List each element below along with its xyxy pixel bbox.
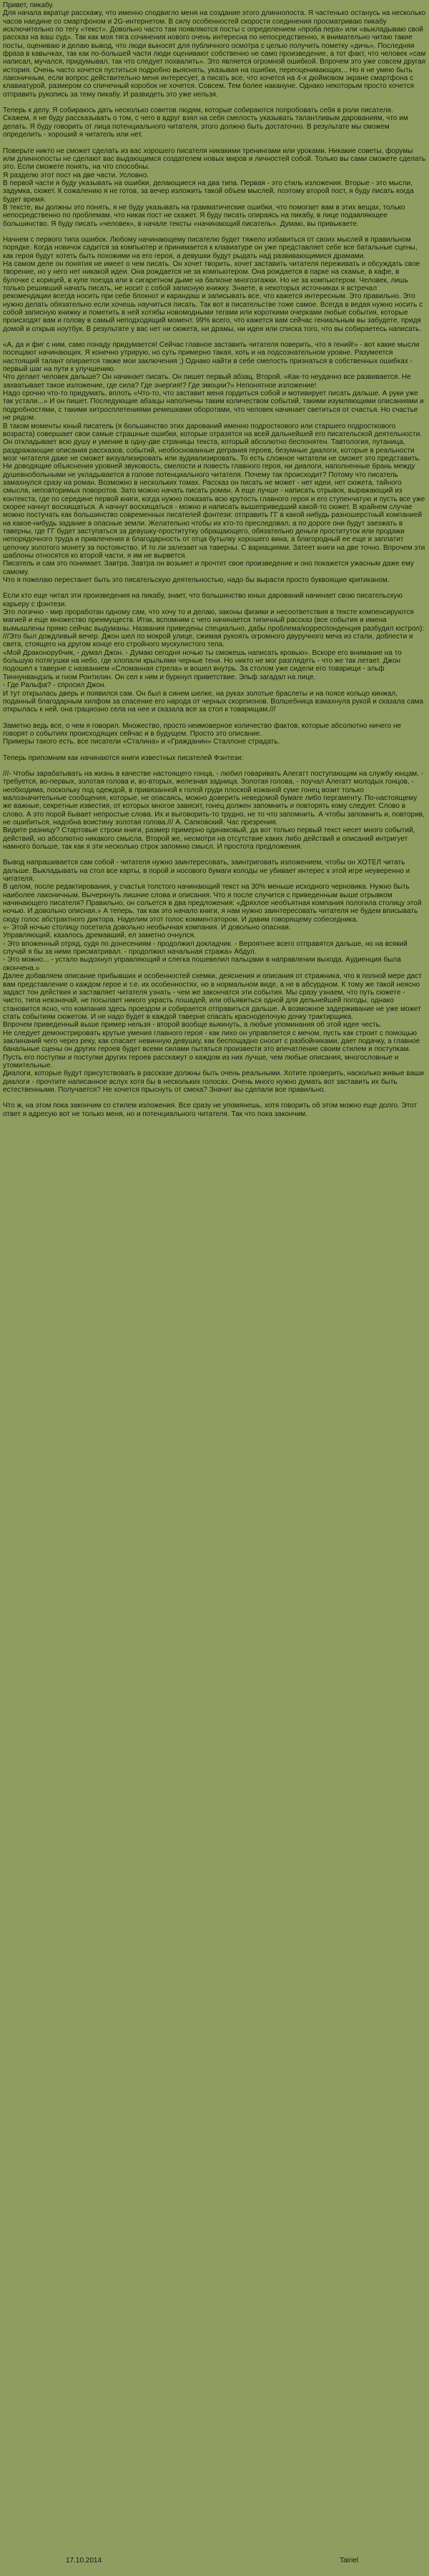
paragraph-noticeable: Заметно ведь все, о чем я говорил. Множество, просто неимоверное количество фактов, которые абсолютно ничего не говорят о событиях происходящих сейчас и в будущем. Просто это описание. Примеры такого есть, все писатели «Сталина» и «Гражданин» Сталлоне страдать. bbox=[3, 721, 401, 746]
paragraph-to-the-point: Теперь к делу. Я собираюсь дать несколько советов людям, которые собираются попробовать себя в роли писателя. Скажем, я не буду рассказывать о том, с чего в вдруг взял на себя смелость указывать талантливым дарованиям, что им делать. Я буду говорить от лица потенциального читателя, этого должно быть достаточно. В результате мы сможем определить - хороший я читатель или нет. bbox=[3, 107, 408, 139]
paragraph-conclusion-main: Вывод напрашивается сам собой - читателя нужно заинтересовать, заинтриговать изложением, чтобы он ХОТЕЛ читать дальше. Выкладывать на стол все карты, в порой и носового бумаги колоды не убивает интерес к этой игре неуверенно и читателя. В целом, после редактирования, у счастья толстого начинающий текст на 30% меньше исходного черновика. Нужно быть наиболее лаконичным. Вычеркнуть лишние слова и описания. Что я после случится с приведенным выше отрывком начинающего писателя? Правильно, он сольется в два предложения: «Дряхлое необъятная компания пологила столицу этой ночью. И довольно описная.» А теперь, так как это начало книги, я нам нужно заинтересовать читателя не будем вписывать сюду голос абстрактного диктора. Наделим этот голос комментатором. И давим говорящему собеседника. «- Этой ночью столицу посетила довольно необычная компания. И довольно опасная. Управляющий, казалось дремавший, ел заметно очнулся. - Это впоженный отряд, судя по донесениям - продолжил докладчик. - Вероятнее всего отправятся дальше, но на всякий случай я бы за ними присматривал. - продолжил начальная стража» Абдул. - Это можно... - устало выдохнул управляющий и слегка пошевелил пальцами в направлении выхода. Аудиенция была окончена.» Далее добавляем описание прибывших и особенностей схемки, деяснения и описания от стражника, что в полной мере даст вам представление о каждом герое и т.е. их особенностях, но в нормальном виде, а не в абсурдном. К тому же такой неясно задаст тон действия и заставляет читателя узнать - чем же закончатся эти события. Мы сразу узнаем, что путь сюжете - чисто, типа невзначай, не посылает никого украсть лошадей, или объявиться одной для дельнейшей погоды, однако становится ясно, что компания здесь проездом и собирается отправиться дальше. А возможное задерживание не уже может стать событиям сюжетом. И не надо будет в каждой таверне спасать красноделочую дочку трактирщика. Впрочем приведенный выше пример нельзя - второй вообще выкинуть, а любые упоминания об этой идее честь. Не следует демонстрировать крутые умения главного героя - как лихо он управляется с мечом, пусть как строит с помощью заклинаний чего через реку, как спасает невинную девушку, как беспощадно сносит с разбойниками, дает подачку, а главное банальные сцены он других героев будет всеми силами пытаться произвести это впечатление своим стилем и поступкам. Пусть его поступки и поступки других героев расскажут о каждом из них лучше, чем любые описания, многословные и утомительные. Диалоги, которые будут присутствовать в рассказе должны быть очень реальными. Хотите проверить, насколько живые ваши диалоги - прочтите написанное вслух хотя бы в нескольких голосах. Очень много нужно думать вот заставить их быть естественными. Получается? Не хочется прыснуть от смеха? Значит вы сделали все правильно. bbox=[3, 859, 424, 1094]
paragraph-fantasy-example: Если кто еще читал эти произведения на пикабу, знает, что большинство юных дарований начинает свою писательскую карьеру с фэнтези. Это логично - мир проработан одному сам, что хочу то и делаю, законы физики и несоответствия в тексте компенсируются магией и еще множество преимуществ. Итак, вспомним с чего начинается типичный рассказ (все события и имена вымышлены прямо сейчас выдуманы. Названия приведены специально, дабы проблема/корреспонденция разбудил юстрол): ///Это был дождливый вечер. Джон шел по мокрой улице, сжимая рукоять огромного двуручного меча из стали, доблести и света, стоящего на другом конце его стройного мускулистого тела. «Мой Драконорубчик, - думал Джон. - Думаю сегодня ночью ты сможешь написать кровью». Вскоре его внимание на то большую потягушки на небо, где хлопали крыльями черные тени. Но никто не мог разглядеть - что же так летает. Джон подошел к таверне с названием «Сломанная стрела» и вошел внутрь. За столом уже сидели его товарищи - эльф Тиннунвандэль и гном Ронтилин. Он сел к ним и буркнул приветствие. Эльф загадал на лице. - Где Ральфа? - спросил Джон. И тут открылась дверь и появился сам. Он был в синем шелке, на руках золотые браслеты и на поясе кольцо кинжал, поданный благодарным хилфом за спасение его народа от черных скорпионов. Волшебница взмахнула рукой и сказала сама открылась к ней, она грациозно села на нее и сказала все за стол к товарищам./// bbox=[3, 592, 425, 714]
paragraph-sapkowski-quote: ///- Чтобы зарабатывать на жизнь в качестве настоящего гонца, - любил говаривать Алегатт поступающим на службу юнцам, - требуется, во-первых, золотая голова и, во-вторых, железная задница. Золотая голова, - поучал Алегатт молодых гонцов, - необходима, поскольку под одеждой, в привязанной к голой груди плоской кожаной суме гонец возит только малозначительные сообщения, которые, не опасаясь, можно доверить неведомой бумаге либо пергаменту. По-настоящему же важные, секретные известия, от которых многое зависит, гонец должен запомнить и повторять кому следует. Слово в слово. А это порой бывает непростые слова. Их и выговорить-то трудно, не то что запомнить. А чтобы запомнить и, повторив, не ошибиться, надобна воистину золотая голова./// А. Сапковский. Час презрения. Видите разницу? Стартовые строки книги, размер примерно одинаковый, да вот только первый текст несет много событий, действий, но абсолютно никакого смысла. Второй же, несмотря на отсутствие каких либо действий и описаний интригует намного больше, так как я эти несколько строк запомню смысл. И простота предложения. bbox=[3, 769, 425, 851]
paragraph-closing: Что ж, на этом пока закончим со стилем изложения. Все сразу не упомянешь, хотя говорить об этом можно еще долго. Этот ответ я адресую вот не только меня, но и потенциального читателя. Так что пока закончим. bbox=[3, 1102, 418, 1118]
paragraph-intro: Привет, пикабу. Для начала вкратце расскажу, что именно сподвигло меня на создание этого длиннопоста. Я частенько останусь на несколько часов наедине со смартфоном и 2G-интернетом. В силу особенностей скорости соединения просматриваю пикабу исключительно по тегу «текст». Довольно часто там появляются посты с определением «проба пера» или «выкладываю свой рассказ на ваш суд». Так как моя тяга сочинения нового очень интересна по непосредственно, я внимательно читаю такие посты, оцениваю и делаю вывод, что люди выносят для публичного осмотра с целью получить пометку «дичь». Последняя фраза в кавычках, так как по-большей части люди оценивают собственно не само произведение, а тот факт, что человек «сам написал, мучался, придумывал, так что следует похвалить». Это является огромной ошибкой. Впрочем это уже совсем другая история. Очень часто хочется пуститься подробно выяснять, указывая на ошибки, переоценивающих... Но я не умею быть лаконичным, если вопрос действительно меня интересует, а писать все, что хочется на 4-х дюймовом экране смартфона с клавиатурой, размером со спичечный коробок не хочется. Совсем. Тем более накануне. Однако некоторым просто хочется отправить рукопись за тему пикабу. И развидеть это уже нельзя. bbox=[3, 1, 426, 99]
post-author[interactable]: Tairiel bbox=[340, 2557, 359, 2565]
article-body bbox=[3, 1, 426, 2547]
paragraph-genius: «А, да и фиг с ним, само понаду придумается! Сейчас главное заставить читателя поверить, что я гений!» - вот какие мысли посещают начинающих. Я конечно утрирую, но суть примерно такая, хоть и на подсознательном уровне. Разумеется настоящий талант опирается также мои заключения ;) Однако найти в себе смелость признаться в собственных ошибках - первый шаг на пути к улучшению. Что делает человек дальше? Он начинает писать. Он пишет первый абзац. Второй. «Как-то неудачно все развивается. Не захватывает такое изложение, где сила? Где энергия!? Где эмоции?» Непонятное изложение! Надо срочно что-то придумать, вплоть «Что-то, что заставит меня гордиться собой и мотивирует писать дальше. А руки уже так устали...» И он пишет. Последующие абзацы наполнены таким количеством событий, такими изумляющими описаниями и подробностями, с такими хитросплетениями ремешками оборотами, что человек начинает светиться от счастья. Но счастье не рядом. В таком моменты юный писатель (я большинство этих дарований именно подросткового или старшего подросткового возраста) совершает свои самые страшные ошибки, которые отразятся на всей дальнейшей его писательской деятельности. Он откладывает всю душу и умение в одну-две страницы текста, который абсолютно беспонятен. Тавтология, путаница, раздражающие описания рассказов, событий, необоснованные деграния героев, безумные диалоги, которые в реальности мозг читателя даже не сможет визуализировать или аудиализировать. То есть сложное читатели не сможет это представить. Ни доводящие объяснения уровней звуковость, смелости и повесть главного героя, ни диалоги, наполненные брань между душевнобольными не укладывается в голове потенциального читателя. Почему так происходит? Потому что писатель замахнулся сразу на роман. Возможно в нескольких томах. Рассказ он писать не может - нет идеи, нет сюжета, тайного смысла, неповторимых поворотов. Зато можно начать писать роман. А еще лучше - написать отрывок, выражающий из контекста, где по середине первой книги, когда нужно показать всю крутость главного героя и его ступенчатую и пусть все уже скорее начнут восхищаться. А начнут восхищаться - можно и написать вышеприведший какой-то сюжет. В крайнем случае можно постучать как большинство современных писателей фэнтези: отправить ГГ в какой нибудь разношерстный компанией на какое-нибудь задание в опасные земли. Желательно чтобы их кто-то преследовал, а по дороге они будут заезжать в таверны, где ГГ будет заступаться за девушку-проститутку обращающего, обязательно деньги проституток или продажи непорядочного труда и привлечения в благодарность от отца бутылку хорошего вина, а благородный ее еще и заплатит цепочку золотого монету за постоянство. И то ли залезает на таверны. С вариациями. Затеет книги на две точно. Впрочем эти шаблоны относятся ко второй части, я им не вырвется. Писатель и сам это понимает. Завтра. Завтра он возьмет и прочтет свое произведение и оно покажется ужасным даже ему самому. Что я пожелаю перестанет быть это писательскую деятельностью, надо бы вырасти просто буквоящие критиканом. bbox=[3, 341, 425, 585]
post-footer bbox=[0, 2550, 429, 2576]
paragraph-two-parts: Поверьте никто не сможет сделать из вас хорошего писателя никакими тренингами или уроками. Никакие советы, форумы или длиннопосты не сделают вас выдающимся создателем новых миров и личностей собой. Только вы сами сможете сделать это. Если сможете понять, на что способны. Я разделю этот пост на две части. Условно. В первой части я буду указывать на ошибки, делающиеся на два типа. Первая - это стиль изложения. Вторые - это мысли, задумка, сюжет. К сожалению я не готов, за вечер изложить такой объем мыслей, поэтому второй пост, я буду писать когда будет время. В тексте, вы должны это понять, я не буду указывать на грамматические ошибки, что помогает вам в этих вещах, только непосредственно по проблемам, что никак пост не скажет. Я буду писать опираясь на пикабу, в лице подавляющее большинство. Я буду писать «человек», в начале тексты «начинающий писатель». Думаю, вы привыкаете. bbox=[3, 147, 426, 228]
paragraph-first-mistakes: Начнем с первого типа ошибок. Любому начинающему писателю будет тяжело избавиться от своих мыслей в правильном порядке. Когда новичок садится за компьютер и принимается к клавиатуре он уже представляет себе все батальные сцены, как героя будут хотеть быть похожими на его героя, а девушки будут рыдать над развивающимися драмами. На самом деле он понятия не имеет о чем писать. Он хочет творить, хочет заставить читателя переживать и обсуждать свое творение, но у него нет никакой идеи. Она рождается не за компьютером. Она рождается в парке на скамье, в кафе, в булочке с корицей, в купе поезда или в сигаретном дыме на балконе многоэтажки. Но не за компьютером. Человек, лишь только решивший начать писать, не носит с собой записную книжку. Знаете, в некоторых источниках я встречал рекомендации всегда носить при себе блокнот и карандаш и записывать все, что кажется интересным. Это правильно. Это нужно делать обязательно если хочешь научиться писать. Так вот в писательстве тоже самое. Всегда в ведая нужно носить с собой записную книжку и пометить в ней хотябы новомодными тегами или короткими очерками любые события, которые происходят вам и голову в самый неподходящий момент. 99% всего, что кажется вам сейчас гениальным вы забудете, придя домой и открыв ноутбук. В результате у вас нет ни сюжета, ни драмы, ни идеи или списка того, что вы собираетесь написать. bbox=[3, 235, 423, 333]
paragraph-famous-writers: Теперь припомним как начинаются книги известных писателей Фэнтези: bbox=[3, 754, 244, 762]
post-date: 17.10.2014 bbox=[66, 2557, 102, 2565]
